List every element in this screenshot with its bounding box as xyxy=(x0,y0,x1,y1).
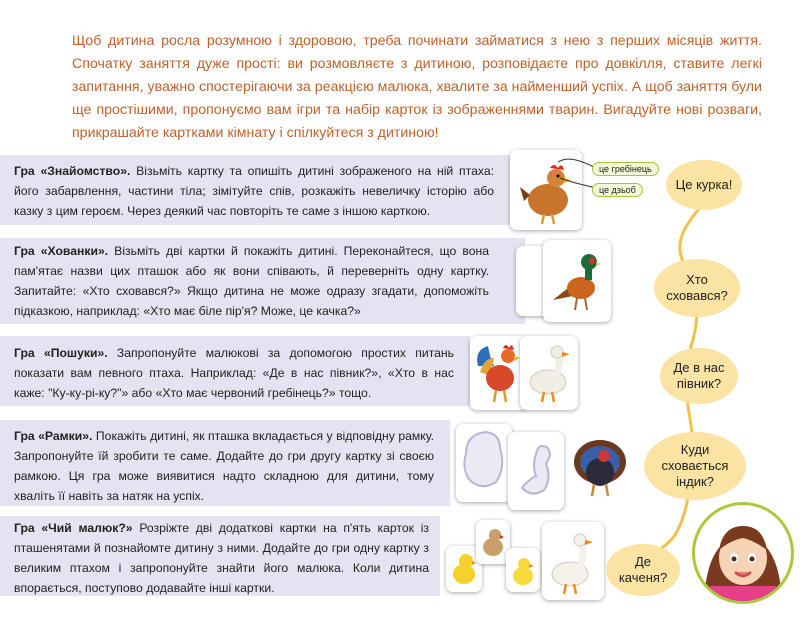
game-znaiomstvo: Гра «Знайомство». Візьміть картку та опишіть дитині зображеного на ній птаха: його забарвлення, частини тіла; зімітуйте спів, розкажіть невеличку історію або казку з цим героєм. Через деякий час повторіть те саме з іншою карткою. xyxy=(14,164,494,218)
turkey-icon xyxy=(570,432,630,504)
chick-card-2 xyxy=(476,520,510,564)
game-chyi-maliuk: Гра «Чий малюк?» Розріжте дві додаткові картки на п'ять карток із пташенятами й познайомте дитину з ними. Додайте до гри одну картку з великим птахом і запропонуйте знайти його малюка. Коли дитина впорається, поступово додавайте інші картки. xyxy=(14,521,430,595)
tag-comb: це гребінець xyxy=(592,162,659,176)
bubble-hen: Це курка! xyxy=(666,160,742,210)
bird-frame-shape xyxy=(456,424,512,502)
bubble-who-hid: Хто сховався? xyxy=(654,259,740,317)
goose-icon xyxy=(542,522,604,600)
bird-frame-shape xyxy=(508,432,564,510)
chick-card-3 xyxy=(506,548,540,592)
bubble-duckling: Де каченя? xyxy=(606,544,680,596)
game-khovanky: Гра «Хованки». Візьміть дві картки й покажіть дитині. Переконайтеся, що вона пам'ятає назви цих пташок або як вони співають, й переверніть одну картку. Запитайте: «Хто сховався?» Якщо дитина не може одразу згадати, допоможіть підказкою, наприклад: «Хто має біле пір'я? Може, це качка?» xyxy=(14,244,489,318)
chick-icon xyxy=(476,520,510,564)
pheasant-card xyxy=(543,240,611,322)
game-poshuky: Гра «Пошуки». Запропонуйте малюкові за допомогою простих питань показати вам певного птаха. Наприклад: «Де в нас півник?», «Хто в нас каже: "Ку-ку-рі-ку?"» або «Хто має червоний гребінець?» тощо. xyxy=(14,346,454,400)
pheasant-icon xyxy=(543,240,611,322)
girl-avatar xyxy=(690,500,796,606)
bubble-turkey: Куди сховається індик? xyxy=(644,432,746,500)
duckling-icon xyxy=(506,548,540,592)
game-ramky: Гра «Рамки». Покажіть дитині, як пташка вкладається у відповідну рамку. Запропонуйте їй зробити те саме. Додайте до гри другу картку зі своєю рамкою. Ця гра може виявитися надто складною для дитини, тому хваліть її навіть за натяк на успіх. xyxy=(14,429,435,503)
frame-card-2 xyxy=(508,432,564,510)
tag-beak: це дзьоб xyxy=(592,183,643,197)
bubble-rooster: Де в нас півник? xyxy=(660,348,738,404)
intro-paragraph: Щоб дитина росла розумною і здоровою, треба починати займатися з нею з перших місяців життя. Спочатку заняття дуже прості: ви розмовляєте з дитиною, розповідаєте про довкілля, ставите легкі запитання, уважно спостерігаючи за реакцією малюка, хвалите за найменший успіх. А щоб заняття були ще простішими, пропонуємо вам ігри та набір карток із зображеннями тварин. Вигадуйте нові розваги, прикрашайте картками кімнату і спілкуйтеся з дитиною! xyxy=(72,33,762,141)
swan-card xyxy=(542,522,604,600)
goose-card xyxy=(520,336,578,410)
goose-icon xyxy=(520,336,578,410)
frame-card-1 xyxy=(456,424,512,502)
